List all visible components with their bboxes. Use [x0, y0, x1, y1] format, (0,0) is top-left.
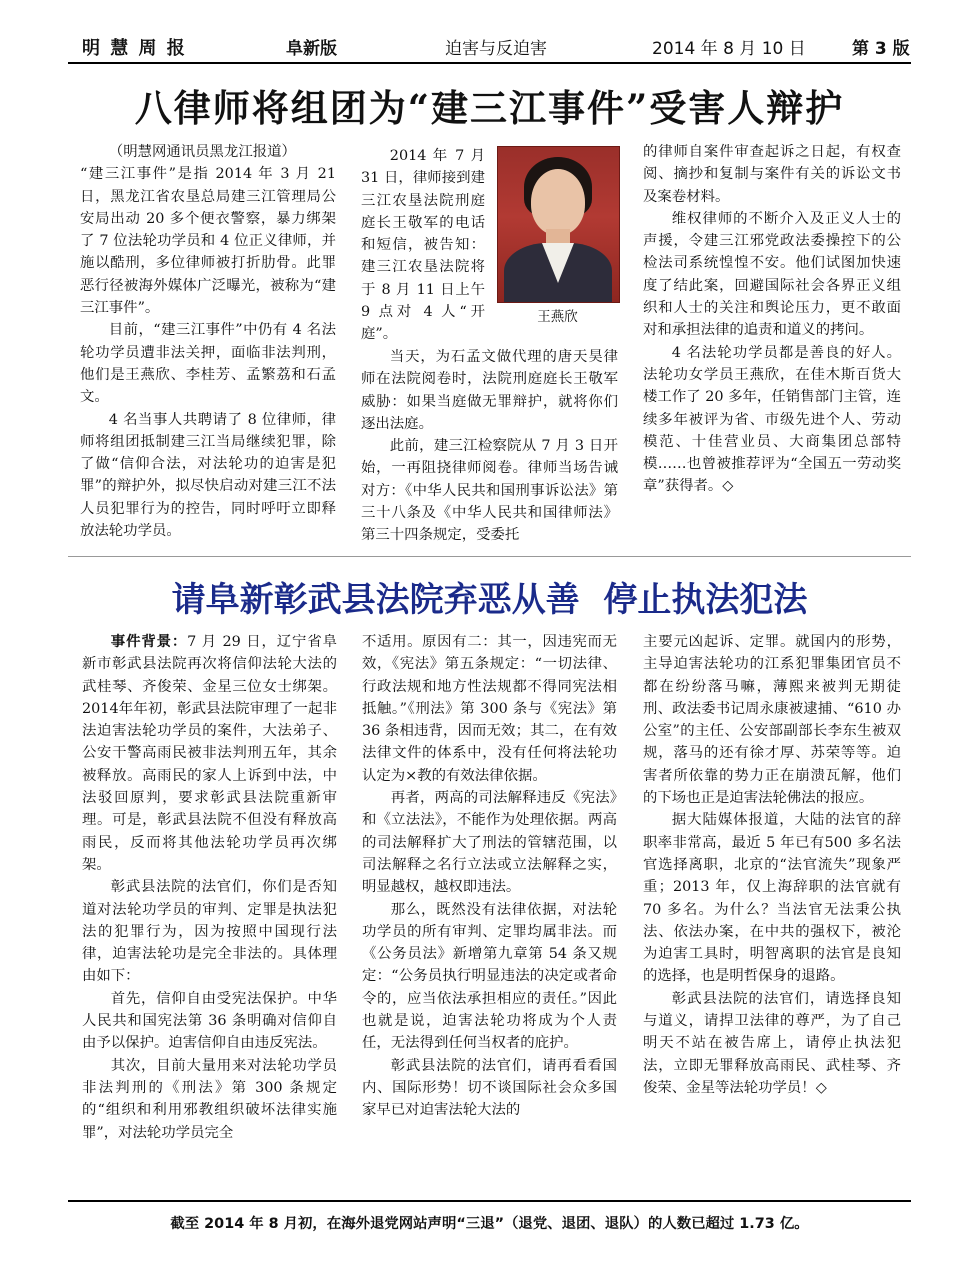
- article2-col1-p2: 彰武县法院的法官们，你们是否知道对法轮功学员的审判、定罪是执法犯法的犯罪行为，因为按照中国现行法律，迫害法轮功是完全非法的。具体理由如下：: [82, 879, 337, 985]
- lead-label: 事件背景：: [110, 634, 188, 650]
- article1-col2: [361, 346, 618, 547]
- article2-col2-p3: 那么，既然没有法律依据，对法轮功学员的所有审判、定罪均属非法。而《公务员法》新增第九章第 54 条又规定：“公务员执行明显违法的决定或者命令的，应当依法承担相应的责任。”因此也就是说，迫害法轮功将成为个人责任，无法得到任何当权者的庇护。: [362, 901, 617, 1052]
- edition-label: 阜新版: [286, 39, 337, 59]
- article2-col1: [82, 631, 337, 1144]
- article1-col1-p1: （明慧网通讯员黑龙江报道）: [108, 144, 296, 160]
- article2-col3: [643, 631, 901, 1099]
- article1-col3-p1: 的律师自案件审查起诉之日起，有权查阅、摘抄和复制与案件有关的诉讼文书及案卷材料。: [643, 144, 901, 205]
- article2-col2: [362, 631, 617, 1122]
- paper-name: 明 慧 周 报: [82, 38, 187, 59]
- article-separator: [68, 556, 911, 557]
- article1-col1-p3: 目前，“建三江事件”中仍有 4 名法轮功学员遭非法关押，面临非法判刑，他们是王燕欣、李桂芳、孟繁荔和石孟文。: [80, 322, 336, 406]
- article2-col3-p2: 据大陆媒体报道，大陆的法官的辞职率非常高，最近 5 年已有500 多名法官选择离职，北京的“法官流失”现象严重；2013 年，仅上海辞职的法官就有 70 多名。为什么？当法官无法秉公执法、依法办案，在中共的强权下，被沦为迫害工具时，明智离职的法官是良知的选择，也是明哲保身的退路。: [643, 812, 901, 985]
- article2-title: 请阜新彰武县法院弃恶从善 停止执法犯法: [171, 580, 808, 620]
- article1-col2-p1: 当天，为石孟文做代理的唐天昊律师在法院阅卷时，法院刑庭庭长王敬军威胁：如果当庭做无罪辩护，就将你们逐出法庭。: [361, 349, 618, 432]
- header-rule: [68, 62, 911, 64]
- article1-col2-top: [361, 145, 485, 346]
- section-label: 迫害与反迫害: [445, 39, 547, 59]
- article1-title: 八律师将组团为“建三江事件”受害人辩护: [134, 86, 845, 130]
- article1-col3-p3: 4 名法轮功学员都是善良的好人。法轮功女学员王燕欣，在佳木斯百货大楼工作了 20 多年，任销售部门主管，连续多年被评为省、市级先进个人、劳动模范、十佳营业员、大商集团总部特模……也曾被推荐评为“全国五一劳动奖章”获得者。◇: [643, 344, 901, 495]
- footer-notice: 截至 2014 年 8 月初，在海外退党网站声明“三退”（退党、退团、退队）的人数已超过 1.73 亿。: [170, 1216, 809, 1232]
- article1-col2-p2: 此前，建三江检察院从 7 月 3 日开始，一再阻挠律师阅卷。律师当场告诫对方：《中华人民共和国刑事诉讼法》第三十八条及《中华人民共和国律师法》第三十四条规定，受委托: [361, 438, 618, 544]
- article2-col2-p2: 再者，两高的司法解释违反《宪法》和《立法法》，不能作为处理依据。两高的司法解释扩大了刑法的管辖范围，以司法解释之名行立法或立法解释之实，明显越权，越权即违法。: [362, 790, 617, 896]
- article2-col1-p1-text: 7 月 29 日，辽宁省阜新市彰武县法院再次将信仰法轮大法的武桂琴、齐俊荣、金星三位女士绑架。2014年年初，彰武县法院审理了一起非法迫害法轮功学员的案件，大法弟子、公安干警高雨民被非法判刑五年，其余被释放。高雨民的家人上诉到中法，中法驳回原判，要求彰武县法院重新审理。可是，彰武县法院不但没有释放高雨民，反而将其他法轮功学员再次绑架。: [82, 634, 337, 873]
- article2-col1-p3: 首先，信仰自由受宪法保护。中华人民共和国宪法第 36 条明确对信仰自由予以保护。迫害信仰自由违反宪法。: [82, 990, 337, 1052]
- article1-col1: [80, 141, 336, 542]
- article2-col2-p4: 彰武县法院的法官们，请再看看国内、国际形势！切不谈国际社会众多国家早已对迫害法轮大法的: [362, 1057, 617, 1119]
- article2-col3-p3: 彰武县法院的法官们，请选择良知与道义，请捍卫法律的尊严，为了自己明天不站在被告席上，请停止执法犯法，立即无罪释放高雨民、武桂琴、齐俊荣、金星等法轮功学员！◇: [643, 990, 901, 1096]
- footer-rule: [68, 1200, 911, 1202]
- article2-col1-p4: 其次，目前大量用来对法轮功学员非法判刑的《刑法》第 300 条规定的“组织和利用邪教组织破坏法律实施罪”，对法轮功学员完全: [82, 1057, 337, 1141]
- article1-col2-intro: 2014 年 7 月 31 日，律师接到建三江农垦法院刑庭庭长王敬军的电话和短信，被告知：建三江农垦法院将于 8 月 11 日上午 9 点对 4 人“开庭”。: [361, 148, 485, 343]
- portrait-photo: [497, 146, 620, 303]
- page-number: 第 3 版: [852, 39, 910, 59]
- article2-col2-p1: 不适用。原因有二：其一，因违宪而无效，《宪法》第五条规定：“一切法律、行政法规和地方性法规都不得同宪法相抵触。”《刑法》第 300 条与《宪法》第 36 条相违背，因而无效；其二，在有效法律文件的体系中，没有任何将法轮功认定为×教的有效法律依据。: [362, 634, 617, 784]
- article2-col1-p1: [82, 631, 337, 876]
- article1-col1-p4: 4 名当事人共聘请了 8 位律师，律师将组团抵制建三江当局继续犯罪，除了做“信仰合法，对法轮功的迫害是犯罪”的辩护外，拟尽快启动对建三江不法人员犯罪行为的控告，同时呼吁立即释放法轮功学员。: [80, 411, 336, 540]
- article1-col1-p2: “建三江事件”是指 2014 年 3 月 21 日，黑龙江省农垦总局建三江管理局公安局出动 20 多个便衣警察，暴力绑架了 7 位法轮功学员和 4 位正义律师，并施以酷刑，多位律师被打折肋骨。此罪恶行径被海外媒体广泛曝光，被称为“建三江事件”。: [80, 166, 336, 317]
- article2-col3-p1: 主要元凶起诉、定罪。就国内的形势，主导迫害法轮功的江系犯罪集团官员不都在纷纷落马嘛，薄熙来被判无期徒刑、政法委书记周永康被逮捕、“610 办公室”的主任、公安部副部长李东生被双规，落马的还有徐才厚、苏荣等等。迫害者所依靠的势力正在崩溃瓦解，他们的下场也正是迫害法轮佛法的报应。: [643, 634, 901, 807]
- photo-caption: 王燕欣: [537, 309, 578, 325]
- article1-col3: [643, 141, 901, 498]
- article1-col3-p2: 维权律师的不断介入及正义人士的声援，令建三江邪党政法委操控下的公检法司系统惶惶不安。他们试图加快速度了结此案，回避国际社会各界正义组织和人士的关注和舆论压力，更不敢面对和承担法律的追责和道义的拷问。: [643, 210, 901, 339]
- issue-date: 2014 年 8 月 10 日: [652, 39, 806, 59]
